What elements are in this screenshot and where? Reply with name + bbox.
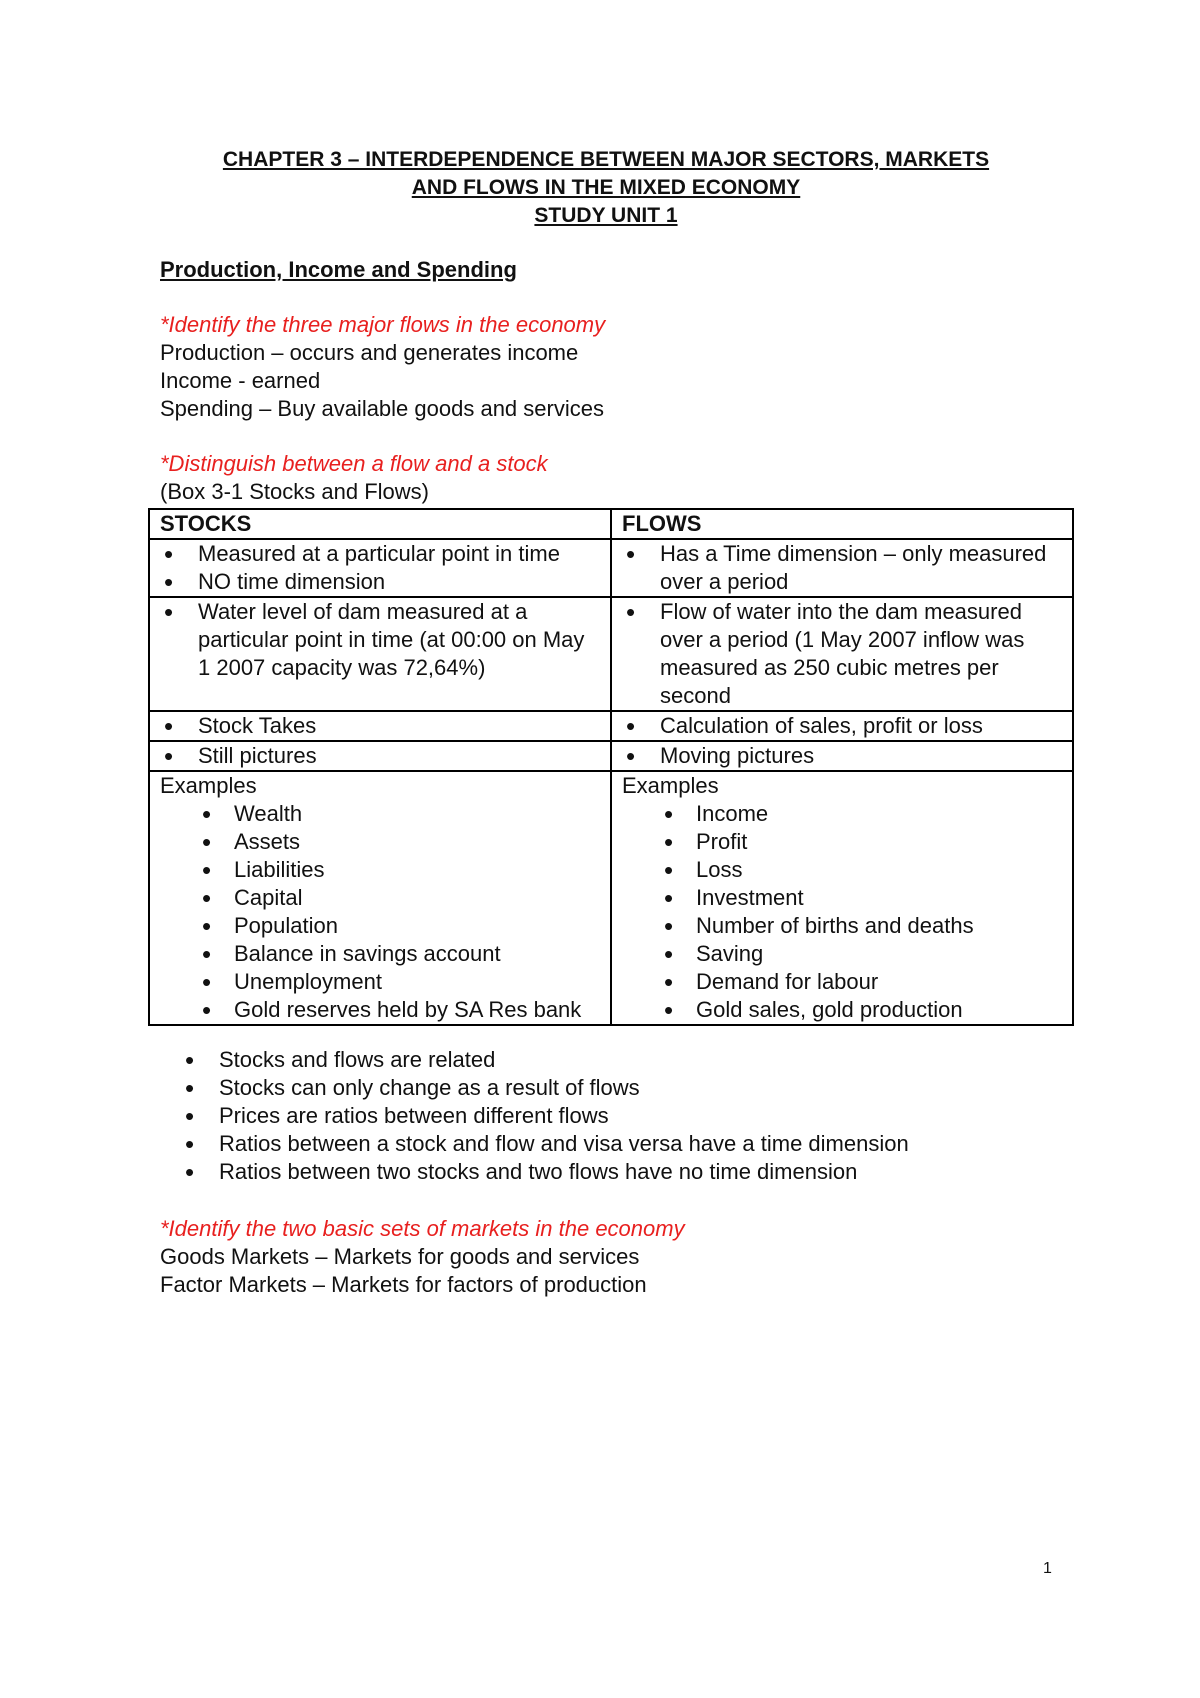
stocks-header: STOCKS bbox=[149, 509, 611, 539]
list-item: • Water level of dam measured at a particular point in time (at 00:00 on May 1 2007 capacity was 72,64%) bbox=[160, 598, 600, 682]
list-item: • Stocks can only change as a result of flows bbox=[185, 1074, 909, 1102]
list-item: • Capital bbox=[198, 884, 600, 912]
stock-examples-label: Examples bbox=[160, 773, 257, 798]
list-item: • Ratios between a stock and flow and visa versa have a time dimension bbox=[185, 1130, 909, 1158]
list-item: • Stock Takes bbox=[160, 712, 600, 740]
question-flows-prompt: *Identify the three major flows in the economy bbox=[160, 312, 606, 337]
list-item: • Income bbox=[660, 800, 1062, 828]
table-row bbox=[149, 711, 1073, 741]
table-row bbox=[149, 741, 1073, 771]
flow-spending: Spending – Buy available goods and services bbox=[160, 396, 604, 421]
list-item: • Moving pictures bbox=[622, 742, 1062, 770]
list-item: • Population bbox=[198, 912, 600, 940]
section-title: Production, Income and Spending bbox=[160, 257, 517, 282]
list-item: • Has a Time dimension – only measured over a period bbox=[622, 540, 1062, 596]
stocks-flows-table bbox=[148, 508, 1074, 1026]
factor-markets-line: Factor Markets – Markets for factors of production bbox=[160, 1272, 647, 1297]
list-item: • Investment bbox=[660, 884, 1062, 912]
question-stock-flow-prompt: *Distinguish between a flow and a stock bbox=[160, 451, 548, 476]
page-number: 1 bbox=[1043, 1560, 1052, 1577]
table-header-row bbox=[149, 509, 1073, 539]
list-item: • Assets bbox=[198, 828, 600, 856]
list-item: • Wealth bbox=[198, 800, 600, 828]
list-item: • Number of births and deaths bbox=[660, 912, 1062, 940]
list-item: • Unemployment bbox=[198, 968, 600, 996]
flow-examples-list bbox=[622, 800, 1062, 1024]
box-caption: (Box 3-1 Stocks and Flows) bbox=[160, 479, 429, 504]
list-item: • Calculation of sales, profit or loss bbox=[622, 712, 1062, 740]
list-item: • Still pictures bbox=[160, 742, 600, 770]
stock-examples-list bbox=[160, 800, 600, 1024]
flow-examples-label: Examples bbox=[622, 773, 719, 798]
table-row bbox=[149, 597, 1073, 711]
chapter-heading: CHAPTER 3 – INTERDEPENDENCE BETWEEN MAJOR SECTORS, MARKETS bbox=[222, 148, 990, 171]
goods-markets-line: Goods Markets – Markets for goods and services bbox=[160, 1244, 640, 1269]
chapter-heading-continued: AND FLOWS IN THE MIXED ECONOMY bbox=[411, 176, 801, 199]
list-item: • Demand for labour bbox=[660, 968, 1062, 996]
flows-header: FLOWS bbox=[611, 509, 1073, 539]
flow-production: Production – occurs and generates income bbox=[160, 340, 579, 365]
list-item: • Liabilities bbox=[198, 856, 600, 884]
table-row bbox=[149, 539, 1073, 597]
flow-income: Income - earned bbox=[160, 368, 321, 393]
stock-flow-relations-list bbox=[185, 1046, 909, 1186]
list-item: • Ratios between two stocks and two flows have no time dimension bbox=[185, 1158, 909, 1186]
list-item: • Measured at a particular point in time bbox=[160, 540, 600, 568]
study-unit-heading: STUDY UNIT 1 bbox=[534, 204, 678, 227]
list-item: • Balance in savings account bbox=[198, 940, 600, 968]
list-item: • Gold reserves held by SA Res bank bbox=[198, 996, 600, 1024]
question-markets-prompt: *Identify the two basic sets of markets in the economy bbox=[160, 1216, 685, 1241]
list-item: • Profit bbox=[660, 828, 1062, 856]
list-item: • Stocks and flows are related bbox=[185, 1046, 909, 1074]
list-item: • Gold sales, gold production bbox=[660, 996, 1062, 1024]
list-item: • Prices are ratios between different flows bbox=[185, 1102, 909, 1130]
list-item: • Loss bbox=[660, 856, 1062, 884]
list-item: • NO time dimension bbox=[160, 568, 600, 596]
list-item: • Flow of water into the dam measured over a period (1 May 2007 inflow was measured as 250 cubic metres per second bbox=[622, 598, 1062, 710]
list-item: • Saving bbox=[660, 940, 1062, 968]
examples-row bbox=[149, 771, 1073, 1025]
